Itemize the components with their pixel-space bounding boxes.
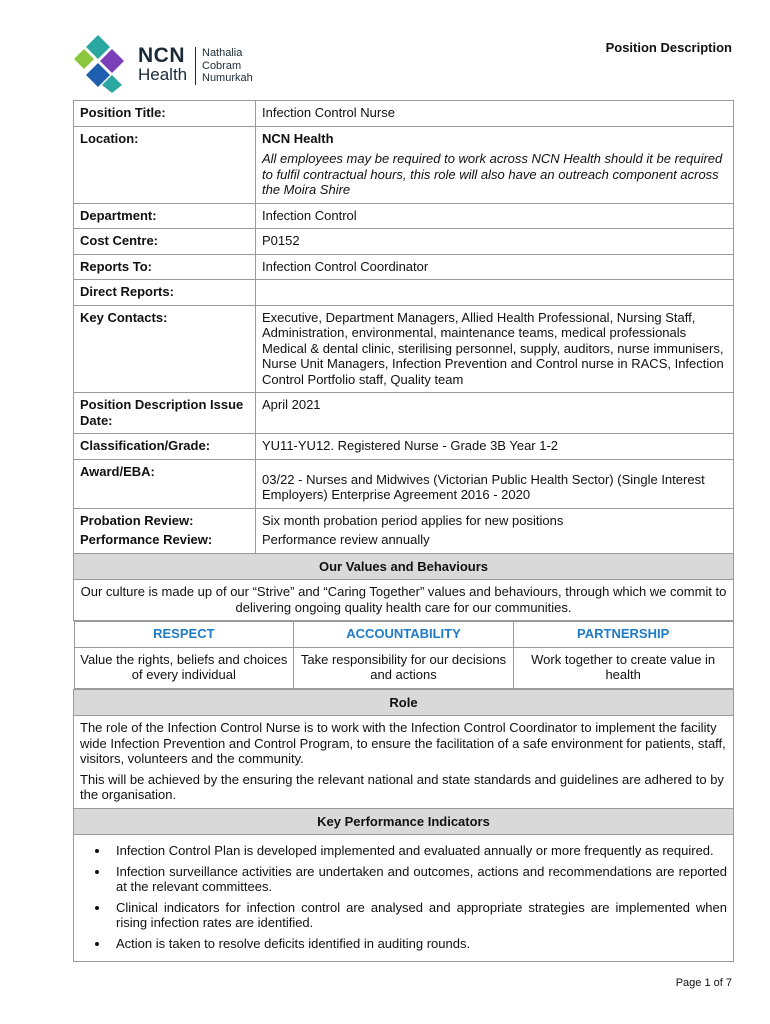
value-desc: Take responsibility for our decisions and actions: [294, 647, 514, 688]
label-award: Award/EBA:: [74, 459, 256, 508]
kpi-body: [74, 835, 734, 962]
value-classification: YU11-YU12. Registered Nurse - Grade 3B Year 1-2: [256, 434, 734, 460]
location-note: All employees may be required to work across NCN Health should it be required to fulfil contractual hours, this role will also have an outreach component across the Moira Shire: [262, 151, 723, 197]
role-heading: Role: [74, 689, 734, 716]
logo-place: Cobram: [202, 59, 242, 72]
label-reviews-cell: [74, 508, 256, 553]
value-name: ACCOUNTABILITY: [294, 622, 514, 648]
kpi-body-row: [74, 835, 734, 962]
document-title: Position Description: [605, 40, 732, 55]
role-paragraph: This will be achieved by the ensuring the relevant national and state standards and guidelines are adhered to by the organisation.: [80, 771, 724, 802]
row-cost-centre: [74, 229, 734, 255]
role-body-row: [74, 716, 734, 809]
kpi-item: • Action is taken to resolve deficits identified in auditing rounds.: [110, 936, 727, 952]
logo-places: [202, 47, 253, 85]
values-intro-row: [74, 580, 734, 621]
logo-divider: [195, 47, 196, 85]
value-location: NCN Health: [262, 130, 334, 146]
label-position-title: Position Title:: [74, 101, 256, 127]
value-direct-reports: [256, 280, 734, 306]
values-grid-row: [74, 621, 734, 690]
row-reports-to: [74, 254, 734, 280]
row-key-contacts: [74, 305, 734, 393]
kpi-list: [80, 843, 727, 951]
logo-brand: NCN: [138, 44, 185, 67]
values-desc-row: [74, 647, 733, 688]
values-names-row: [74, 622, 733, 648]
row-position-title: [74, 101, 734, 127]
kpi-heading-row: [74, 808, 734, 835]
value-department: Infection Control: [256, 203, 734, 229]
logo-place: Nathalia: [202, 47, 243, 59]
value-name: RESPECT: [74, 622, 294, 648]
label-reports-to: Reports To:: [74, 254, 256, 280]
value-key-contacts: Executive, Department Managers, Allied Health Professional, Nursing Staff, Administration, environmental, maintenance teams, medical professionals Medical & dental clinic, sterilising personnel, supply, auditors, nurse immunisers, Nurse Unit Managers, Infection Prevention and Control nurse in RACS, Infection Control Portfolio staff, Quality team: [256, 305, 734, 393]
value-issue-date: April 2021: [256, 393, 734, 434]
row-issue-date: [74, 393, 734, 434]
label-cost-centre: Cost Centre:: [74, 229, 256, 255]
logo-place: Numurkah: [202, 72, 253, 84]
value-performance: Performance review annually: [262, 532, 430, 547]
value-cost-centre: P0152: [256, 229, 734, 255]
row-department: [74, 203, 734, 229]
value-award-cell: [256, 459, 734, 508]
row-direct-reports: [74, 280, 734, 306]
kpi-item: • Infection surveillance activities are undertaken and outcomes, actions and recommendations are reported at the relevant committees.: [110, 864, 727, 895]
label-direct-reports: Direct Reports:: [74, 280, 256, 306]
position-details-table: [73, 100, 734, 962]
value-reports-to: Infection Control Coordinator: [256, 254, 734, 280]
label-location: Location:: [74, 126, 256, 203]
page-number: Page 1 of 7: [675, 977, 732, 989]
ncn-health-logo: [72, 33, 272, 93]
ncn-logo-mark-icon: [72, 33, 132, 93]
value-name: PARTNERSHIP: [513, 622, 733, 648]
label-key-contacts: Key Contacts:: [74, 305, 256, 393]
label-probation: Probation Review:: [80, 512, 194, 528]
kpi-item: • Infection Control Plan is developed implemented and evaluated annually or more frequently as required.: [110, 843, 727, 859]
value-location-cell: [256, 126, 734, 203]
values-grid-cell: [74, 621, 734, 690]
row-reviews: [74, 508, 734, 553]
label-classification: Classification/Grade:: [74, 434, 256, 460]
logo-health: Health: [138, 65, 188, 84]
value-desc: Value the rights, beliefs and choices of every individual: [74, 647, 294, 688]
kpi-item: • Clinical indicators for infection control are analysed and appropriate strategies are implemented when rising infection rates are identified.: [110, 900, 727, 931]
row-classification: [74, 434, 734, 460]
row-award: [74, 459, 734, 508]
role-heading-row: [74, 689, 734, 716]
value-award: 03/22 - Nurses and Midwives (Victorian Public Health Sector) (Single Interest Employers) Enterprise Agreement 2016 - 2020: [262, 471, 705, 502]
label-issue-date: Position Description Issue Date:: [74, 393, 256, 434]
row-location: [74, 126, 734, 203]
label-performance: Performance Review:: [80, 532, 213, 547]
value-probation: Six month probation period applies for new positions: [262, 512, 564, 528]
value-reviews-cell: [256, 508, 734, 553]
values-heading: Our Values and Behaviours: [74, 553, 734, 580]
value-position-title: Infection Control Nurse: [256, 101, 734, 127]
value-desc: Work together to create value in health: [513, 647, 733, 688]
role-body: [74, 716, 734, 809]
values-intro: Our culture is made up of our “Strive” and “Caring Together” values and behaviours, through which we commit to delivering ongoing quality health care for our communities.: [74, 580, 734, 621]
values-grid: [74, 621, 734, 689]
kpi-heading: Key Performance Indicators: [74, 808, 734, 835]
label-department: Department:: [74, 203, 256, 229]
role-paragraph: The role of the Infection Control Nurse is to work with the Infection Control Coordinator to implement the facility wide Infection Prevention and Control Program, to ensure the facilitation of a safe environment for patients, staff, visitors, volunteers and the community.: [80, 720, 726, 766]
values-heading-row: [74, 553, 734, 580]
